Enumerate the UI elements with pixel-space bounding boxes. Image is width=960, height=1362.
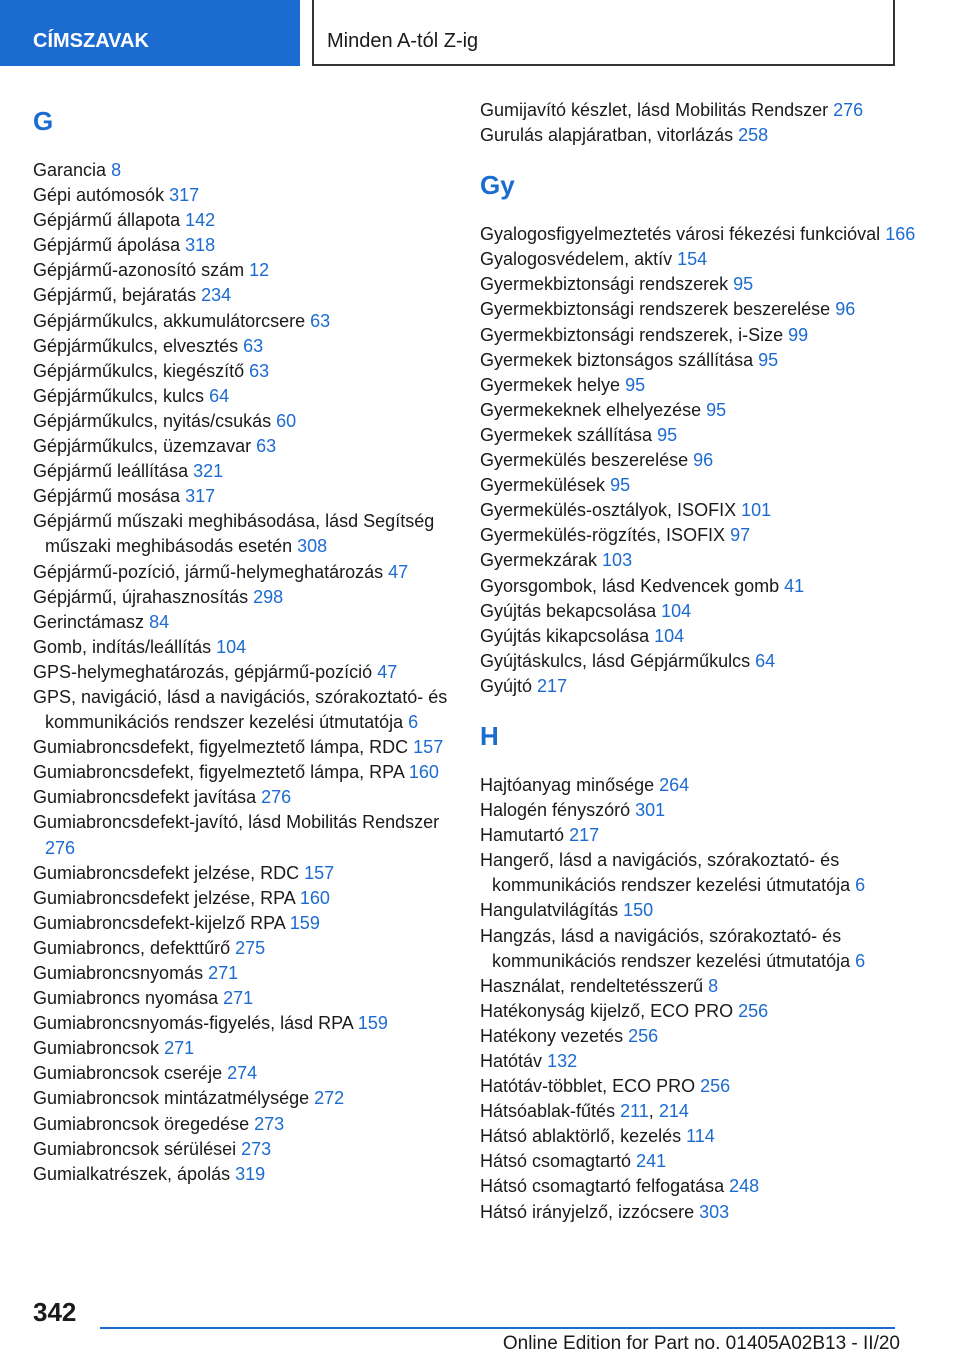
index-entry [480,1174,920,1199]
page-reference-link[interactable]: 159 [357,1013,388,1034]
index-entry [33,660,473,685]
index-term: Használat, rendeltetésszerű [480,975,704,996]
index-term: Gyalogosfigyelmeztetés városi fékezési funkcióval [480,224,881,245]
index-entry [480,1074,920,1099]
index-entry [480,599,920,624]
page-reference-link[interactable]: 272 [314,1088,345,1109]
page-reference-link[interactable]: 317 [185,486,216,507]
index-term: Gumiabroncsnyomás [33,963,204,983]
index-term: Gumiabroncsdefekt, figyelmeztető lámpa, RDC [33,737,409,758]
index-entry [480,773,920,798]
index-term: Gépjármű-pozíció, jármű-helymeghatározás [33,561,384,582]
index-entry [33,685,473,735]
index-entry [480,548,920,573]
page-reference-link[interactable]: 6 [855,950,866,971]
page-reference-link[interactable]: 95 [706,399,727,420]
page-reference-link[interactable]: 150 [623,900,654,921]
page-reference-link[interactable]: 276 [45,837,76,858]
index-term: Gépjármű műszaki meghibásodása, lásd Segítség műszaki meghibásodás esetén [33,511,435,557]
page-reference-link[interactable]: 298 [253,586,284,607]
page-reference-link[interactable]: 154 [677,249,708,270]
index-term: Gumiabroncsdefekt-javító, lásd Mobilitás Rendszer [33,812,440,833]
index-entry [33,409,473,434]
index-term: Hangerő, lásd a navigációs, szórakoztató- és kommunikációs rendszer kezelési útmutatója [480,850,851,896]
index-entry [33,1011,473,1036]
page-reference-link[interactable]: 60 [276,410,297,431]
index-term: Gépjárműkulcs, kulcs [33,385,205,406]
index-entry [480,574,920,599]
section-tab[interactable]: CÍMSZAVAK [0,0,300,66]
index-entry [33,309,473,334]
index-entry [33,961,473,986]
index-term: Gépjármű állapota [33,210,181,231]
page-reference-link[interactable]: 6 [408,712,419,733]
index-entry [33,785,473,810]
index-term: Gumiabroncsdefekt jelzése, RPA [33,887,295,908]
page-reference-link[interactable]: 273 [254,1113,285,1134]
index-term: Gumiabroncsnyomás-figyelés, lásd RPA [33,1013,353,1034]
page-reference-link[interactable]: 271 [223,988,254,1009]
page-reference-link[interactable]: 142 [185,210,216,231]
page-number: 342 [33,1297,77,1327]
index-term: Hatótáv [480,1051,543,1071]
index-term: Gyermekek helye [480,374,621,395]
index-entry [480,247,920,272]
page-reference-link[interactable]: 63 [256,436,277,457]
index-entry [33,434,473,459]
page-reference-link[interactable]: 276 [261,787,292,808]
page-reference-link[interactable]: 99 [788,324,809,345]
index-term: Hatékony vezetés [480,1025,624,1046]
index-entry [33,459,473,484]
index-term: Gyermekek biztonságos szállítása [480,349,754,370]
page-reference-link[interactable]: 159 [289,912,320,933]
page-reference-link[interactable]: 273 [241,1138,272,1159]
index-term: Gyermekülés-rögzítés, ISOFIX [480,525,726,546]
index-term: Garancia [33,160,107,180]
index-entry [480,448,920,473]
page-reference-link[interactable]: 12 [249,260,270,281]
index-entry [480,798,920,823]
index-entry [480,498,920,523]
page-reference-link[interactable]: 271 [164,1038,195,1059]
page-reference-link[interactable]: 104 [661,600,692,621]
index-term: Hatékonyság kijelző, ECO PRO [480,1000,734,1021]
page-reference-link[interactable]: 276 [833,100,864,120]
page-reference-link[interactable]: 96 [693,450,714,471]
index-term: Hangzás, lásd a navigációs, szórakoztató- és kommunikációs rendszer kezelési útmutatója [480,925,851,971]
page-header [0,0,960,66]
index-entry [33,810,473,860]
page-reference-link[interactable]: 217 [537,675,568,696]
index-entry [480,348,920,373]
page-reference-link[interactable]: 157 [413,737,444,758]
index-entry [480,1149,920,1174]
index-entry [33,1162,473,1187]
page-reference-link[interactable]: 264 [659,774,690,795]
page-reference-link[interactable]: 97 [730,525,751,546]
page-reference-link[interactable]: 214 [658,1101,689,1122]
page-reference-link[interactable]: 95 [625,374,646,395]
page-reference-link[interactable]: 41 [784,575,805,596]
index-term: Gépjármű-azonosító szám [33,260,245,281]
page-reference-link[interactable]: 104 [654,625,685,646]
page-reference-link[interactable]: 8 [111,160,122,180]
index-term: Gumialkatrészek, ápolás [33,1163,231,1184]
index-term: GPS-helymeghatározás, gépjármű-pozíció [33,661,373,682]
index-entry [33,208,473,233]
page-reference-link[interactable]: 47 [388,561,409,582]
section-title: Minden A-tól Z-ig [312,0,895,66]
page-reference-link[interactable]: 64 [755,650,776,671]
index-term: Gépjármű, bejáratás [33,285,197,306]
page-reference-link[interactable]: 8 [708,975,719,996]
index-entry [480,523,920,548]
page-reference-link[interactable]: 132 [547,1051,578,1071]
index-term: Hangulatvilágítás [480,900,619,921]
index-term: Gumiabroncsok mintázatmélysége [33,1088,310,1109]
index-entry [33,1061,473,1086]
index-term: Gépjármű leállítása [33,461,189,482]
page-reference-link[interactable]: 160 [408,762,439,783]
index-entry [480,898,920,923]
page-reference-link[interactable]: 95 [758,349,779,370]
page-reference-link[interactable]: 63 [249,360,270,381]
index-term: Gyermekülések [480,475,606,496]
index-entry [480,323,920,348]
page-reference-link[interactable]: 95 [657,424,678,445]
index-term: Gépjárműkulcs, akkumulátorcsere [33,310,306,331]
page-reference-link[interactable]: 321 [193,461,224,482]
page-reference-link[interactable]: 256 [738,1000,769,1021]
index-entry [480,848,920,898]
index-entry [480,649,920,674]
index-term: Hamutartó [480,825,565,846]
page-reference-link[interactable]: 63 [310,310,331,331]
index-entry [33,283,473,308]
page-reference-link[interactable]: 275 [235,937,266,958]
page-reference-link[interactable]: 271 [208,963,239,983]
index-term: Hátsó csomagtartó felfogatása [480,1176,725,1197]
index-term: Gyermekbiztonsági rendszerek [480,274,729,295]
index-term: Gurulás alapjáratban, vitorlázás [480,125,734,146]
page-reference-link[interactable]: 84 [149,611,170,632]
page-reference-link[interactable]: 47 [377,661,398,682]
page-reference-link[interactable]: 318 [185,235,216,256]
index-term: Gumiabroncsok öregedése [33,1113,250,1134]
index-term: Hatótáv-többlet, ECO PRO [480,1076,696,1097]
page-reference-link[interactable]: 157 [304,862,335,883]
page-reference-link[interactable]: 274 [227,1063,258,1084]
index-entry [480,123,920,148]
page-reference-link[interactable]: 308 [297,536,328,557]
page-reference-link[interactable]: 166 [885,224,916,245]
index-term: Gyalogosvédelem, aktív [480,249,673,270]
index-entry [480,924,920,974]
index-entry [33,936,473,961]
page-reference-link[interactable]: 103 [602,550,633,571]
index-term: Gépi autómosók [33,185,165,206]
index-entry [33,509,473,559]
index-term: Hátsó irányjelző, izzócsere [480,1201,695,1222]
page-reference-link[interactable]: 114 [686,1126,715,1147]
index-entry [33,610,473,635]
index-column-right [480,98,920,1225]
index-entry [480,974,920,999]
index-term: Hátsó ablaktörlő, kezelés [480,1126,682,1147]
index-entry [33,484,473,509]
index-entry [480,297,920,322]
index-term: Gyermekbiztonsági rendszerek, i-Size [480,324,784,345]
index-entry [33,560,473,585]
index-entry [480,999,920,1024]
index-entry [33,334,473,359]
index-entry [33,183,473,208]
footer-edition: Online Edition for Part no. 01405A02B13 - II/20 [502,1333,900,1354]
index-entry [480,473,920,498]
index-entry [480,1024,920,1049]
page-reference-link[interactable]: 101 [741,500,772,521]
index-term: Gumiabroncs, defekttűrő [33,937,231,958]
index-term: Gyújtás kikapcsolása [480,625,650,646]
index-term: Gumiabroncsdefekt jelzése, RDC [33,862,300,883]
index-entry [480,272,920,297]
page-reference-link[interactable]: 6 [855,875,866,896]
index-term: Gerinctámasz [33,611,145,632]
index-term: Gumiabroncsdefekt, figyelmeztető lámpa, RPA [33,762,404,783]
index-term: Gépjárműkulcs, elvesztés [33,335,239,356]
page-reference-link[interactable]: 63 [243,335,264,356]
index-entry [33,258,473,283]
index-term: Gyermekeknek elhelyezése [480,399,702,420]
index-term: Gyermekek szállítása [480,424,653,445]
index-entry [480,624,920,649]
index-entry [480,1049,920,1074]
page-reference-link[interactable]: 258 [738,125,769,146]
index-term: Gépjármű, újrahasznosítás [33,586,249,607]
index-entry [480,98,920,123]
page-reference-link[interactable]: 211 [620,1101,649,1122]
footer-divider [100,1327,895,1329]
index-entry [33,1112,473,1137]
index-entry [480,423,920,448]
index-term: Gépjármű mosása [33,486,181,507]
index-entry [480,1200,920,1225]
index-entry [480,1124,920,1149]
index-entry [480,823,920,848]
page-reference-link[interactable]: 234 [201,285,232,306]
index-term: Gyorsgombok, lásd Kedvencek gomb [480,575,780,596]
page-reference-link[interactable]: 248 [729,1176,760,1197]
index-entry [33,760,473,785]
index-entry [33,911,473,936]
index-term: Gyermekzárak [480,550,598,571]
index-entry [33,886,473,911]
page-reference-link[interactable]: 104 [216,636,247,657]
index-entry [480,398,920,423]
index-entry [33,735,473,760]
page-reference-link[interactable]: 95 [610,475,631,496]
page-reference-link[interactable]: 256 [628,1025,659,1046]
index-entry [33,158,473,183]
index-entry [33,384,473,409]
page-reference-link[interactable]: 303 [699,1201,730,1222]
index-entry [33,359,473,384]
page-reference-link[interactable]: 317 [169,185,200,206]
index-term: Hátsó csomagtartó [480,1151,632,1172]
index-entry [33,585,473,610]
index-letter-heading: H [480,720,499,751]
index-term: Gyermekülés beszerelése [480,450,689,471]
index-term: Gumiabroncs nyomása [33,988,219,1009]
index-term: Gyermekülés-osztályok, ISOFIX [480,500,737,521]
index-term: Gépjárműkulcs, nyitás/csukás [33,410,272,431]
index-entry [33,986,473,1011]
index-term: Gyújtáskulcs, lásd Gépjárműkulcs [480,650,751,671]
page-reference-link[interactable]: 256 [700,1076,731,1097]
index-letter-heading: G [33,106,54,136]
page-reference-link[interactable]: 301 [635,800,666,821]
index-term: Gyermekbiztonsági rendszerek beszerelése [480,299,831,320]
index-term: GPS, navigáció, lásd a navigációs, szórakoztató- és kommunikációs rendszer kezelési útmutatója [33,686,448,733]
index-term: Gumiabroncsdefekt-kijelző RPA [33,912,285,933]
index-letter-heading: Gy [480,170,515,201]
page-reference-link[interactable]: 217 [569,825,600,846]
page-reference-link[interactable]: 319 [235,1163,266,1184]
index-entry: Hátsóablak-fűtés 211, 214 [480,1101,689,1122]
index-term: Hajtóanyag minősége [480,774,655,795]
index-term: Gumiabroncsok sérülései [33,1138,237,1159]
index-term: Gépjármű ápolása [33,235,181,256]
page-reference-link[interactable]: 64 [209,385,230,406]
index-term: Gumijavító készlet, lásd Mobilitás Rendszer [480,100,829,120]
index-entry [480,373,920,398]
index-entry [33,1137,473,1162]
index-entry [33,1086,473,1111]
index-entry [33,861,473,886]
index-term: Gomb, indítás/leállítás [33,636,212,657]
index-entry [33,1036,473,1061]
index-term: Gyújtó [480,675,533,696]
index-term: Gumiabroncsok cseréje [33,1063,223,1084]
index-term: Halogén fényszóró [480,800,631,821]
page-reference-link[interactable]: 160 [299,887,330,908]
page-reference-link[interactable]: 241 [636,1151,667,1172]
index-entry [480,222,920,247]
index-entry [480,674,920,699]
index-term: Gumiabroncsdefekt javítása [33,787,257,808]
index-column-left [33,98,473,1187]
index-entry [33,233,473,258]
page-reference-link[interactable]: 96 [835,299,856,320]
index-term: Hátsóablak-fűtés [480,1101,616,1122]
index-term: Gépjárműkulcs, kiegészítő [33,360,245,381]
index-term: Gumiabroncsok [33,1038,160,1059]
index-entry [33,635,473,660]
page-reference-link[interactable]: 95 [733,274,754,295]
index-term: Gyújtás bekapcsolása [480,600,657,621]
index-term: Gépjárműkulcs, üzemzavar [33,436,252,457]
